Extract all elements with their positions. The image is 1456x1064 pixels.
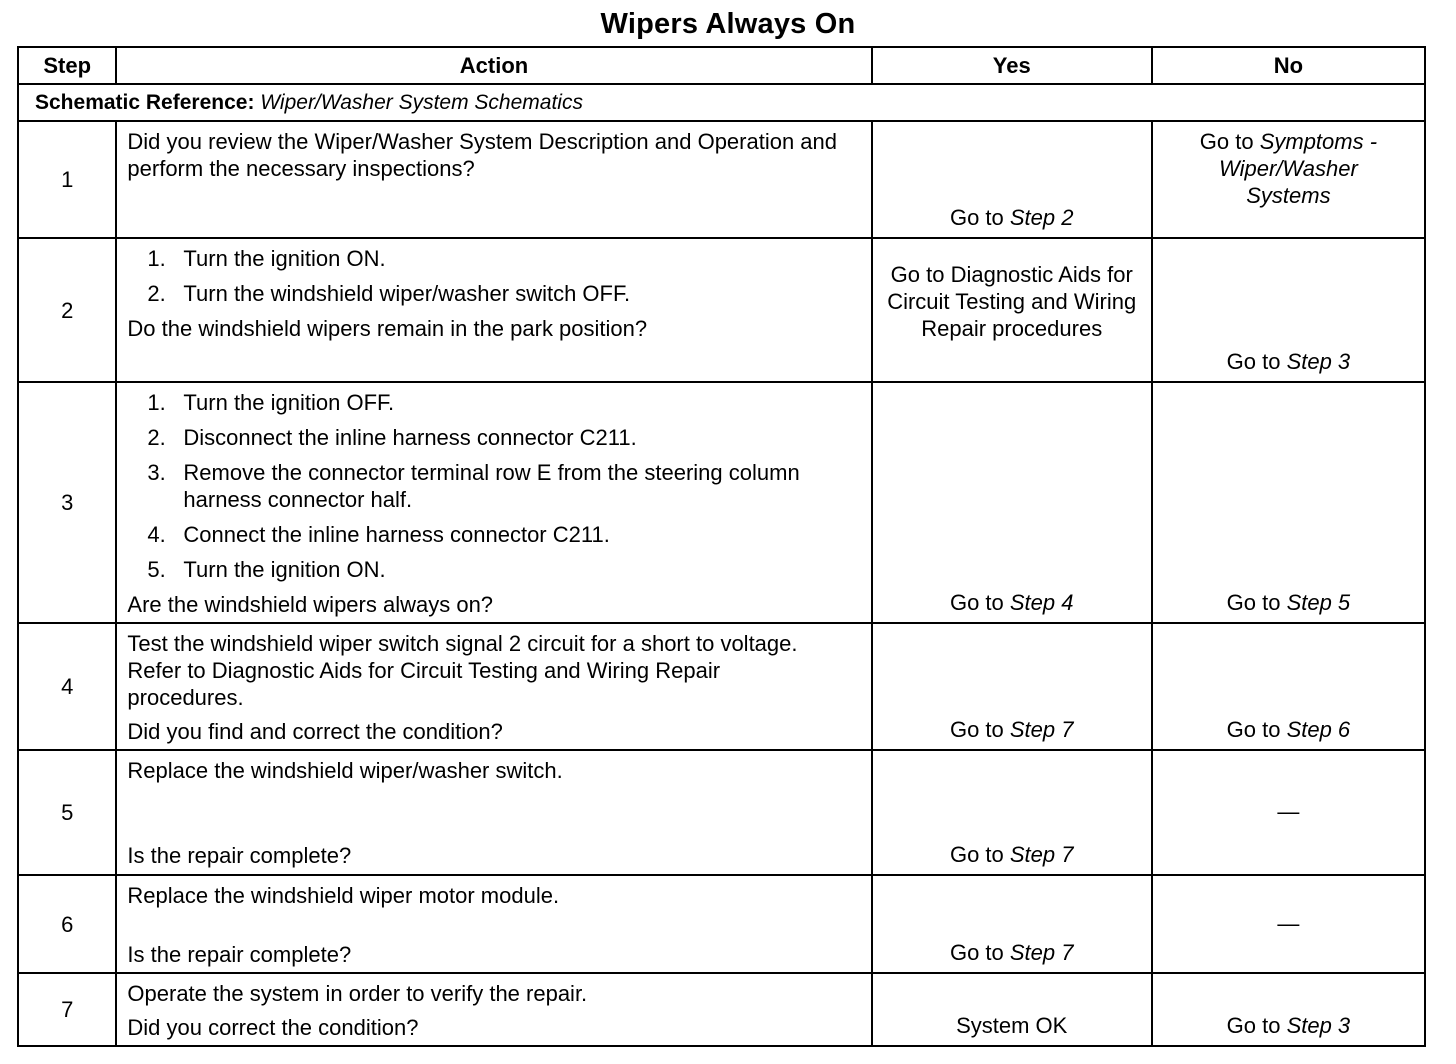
diagnostic-table	[17, 46, 1426, 1047]
action-question: Is the repair complete?	[127, 942, 352, 967]
table-row	[18, 750, 1425, 875]
list-item: 5. Turn the ignition ON.	[147, 557, 386, 582]
list-item: 1. Turn the ignition ON.	[147, 246, 386, 271]
yes-cell	[872, 238, 1152, 382]
header-step: Step	[18, 47, 116, 84]
action-cell	[116, 121, 871, 238]
action-text: Replace the windshield wiper/washer switch.	[127, 758, 563, 783]
action-cell	[116, 382, 871, 623]
yes-text[interactable]: Go to Diagnostic Aids for Circuit Testing and Wiring Repair procedures	[887, 262, 1137, 341]
action-text: Test the windshield wiper switch signal 2 circuit for a short to voltage. Refer to Diagnostic Aids for Circuit Testing and Wiring Repair procedures.	[127, 631, 798, 710]
action-cell	[116, 750, 871, 875]
table-row	[18, 973, 1425, 1046]
table-row	[18, 238, 1425, 382]
action-question: Do the windshield wipers remain in the park position?	[127, 316, 648, 341]
no-dash: —	[1277, 910, 1300, 936]
table-row	[18, 121, 1425, 238]
yes-cell: Go to Step 2	[872, 121, 1152, 238]
action-cell	[116, 238, 871, 382]
list-item: 2. Disconnect the inline harness connector C211.	[147, 425, 637, 450]
table-row	[18, 875, 1425, 973]
list-item: 1. Turn the ignition OFF.	[147, 390, 395, 415]
step-number: 6	[18, 875, 116, 973]
no-cell: Go to Step 3	[1152, 238, 1425, 382]
header-no: No	[1152, 47, 1425, 84]
action-cell	[116, 973, 871, 1046]
yes-cell: Go to Step 7	[872, 750, 1152, 875]
no-cell: Go to Step 6	[1152, 623, 1425, 750]
no-cell	[1152, 750, 1425, 875]
action-cell	[116, 623, 871, 750]
no-cell	[1152, 875, 1425, 973]
yes-link[interactable]: Step 7	[1009, 940, 1074, 965]
action-text: Replace the windshield wiper motor module.	[127, 883, 560, 908]
step-number: 2	[18, 238, 116, 382]
action-question: Is the repair complete?	[127, 843, 352, 868]
action-cell	[116, 875, 871, 973]
no-link[interactable]: Symptoms - Wiper/Washer Systems	[1219, 129, 1378, 208]
list-item: 4. Connect the inline harness connector C211.	[147, 522, 610, 547]
yes-cell	[872, 973, 1152, 1046]
schematic-label: Schematic Reference:	[35, 91, 255, 114]
step-number: 3	[18, 382, 116, 623]
yes-cell: Go to Step 7	[872, 623, 1152, 750]
step-number: 7	[18, 973, 116, 1046]
page-title: Wipers Always On	[600, 8, 856, 40]
header-action: Action	[116, 47, 871, 84]
action-question: Are the windshield wipers always on?	[127, 592, 494, 617]
no-link[interactable]: Step 6	[1286, 717, 1351, 742]
yes-cell: Go to Step 7	[872, 875, 1152, 973]
table-row	[18, 623, 1425, 750]
no-link[interactable]: Step 5	[1286, 590, 1351, 615]
schematic-reference	[18, 84, 1425, 121]
step-number: 4	[18, 623, 116, 750]
step-number: 5	[18, 750, 116, 875]
yes-link[interactable]: Step 4	[1009, 590, 1074, 615]
action-text: Operate the system in order to verify the repair.	[127, 981, 588, 1006]
action-list	[127, 245, 860, 307]
no-cell: Go to Symptoms - Wiper/Washer Systems	[1152, 121, 1425, 238]
header-row	[18, 47, 1425, 84]
no-link[interactable]: Step 3	[1286, 1013, 1351, 1038]
no-dash: —	[1277, 799, 1300, 824]
yes-link[interactable]: Step 2	[1009, 205, 1074, 230]
action-question: Did you find and correct the condition?	[127, 719, 503, 744]
yes-text[interactable]: System OK	[956, 1013, 1068, 1038]
action-question: Did you correct the condition?	[127, 1015, 419, 1040]
step-number: 1	[18, 121, 116, 238]
no-cell: Go to Step 5	[1152, 382, 1425, 623]
yes-cell: Go to Step 4	[872, 382, 1152, 623]
yes-link[interactable]: Step 7	[1009, 842, 1074, 867]
list-item: 3. Remove the connector terminal row E from the steering column harness connector half.	[147, 460, 800, 512]
schematic-link[interactable]: Wiper/Washer System Schematics	[260, 91, 583, 114]
list-item: 2. Turn the windshield wiper/washer switch OFF.	[147, 281, 631, 306]
schematic-row	[18, 84, 1425, 121]
no-cell: Go to Step 3	[1152, 973, 1425, 1046]
table-row	[18, 382, 1425, 623]
header-yes: Yes	[872, 47, 1152, 84]
no-link[interactable]: Step 3	[1286, 349, 1351, 374]
yes-link[interactable]: Step 7	[1009, 717, 1074, 742]
action-list	[127, 389, 860, 583]
action-text: Did you review the Wiper/Washer System Description and Operation and perform the necessary inspections?	[127, 129, 838, 181]
